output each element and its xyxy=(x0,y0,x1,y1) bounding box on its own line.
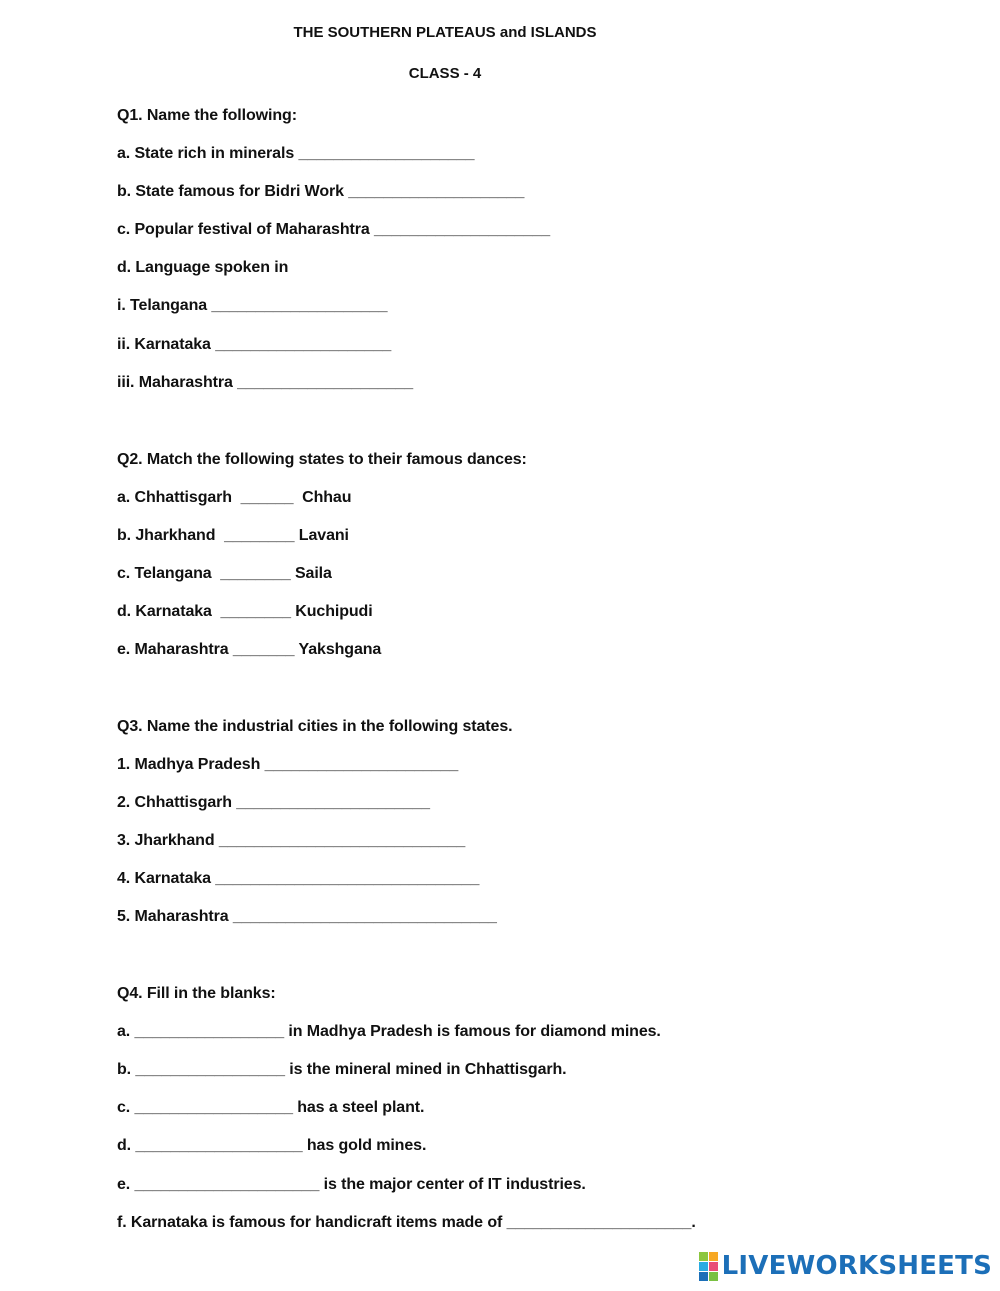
q3-item-4: 4. Karnataka ______________________________ xyxy=(117,870,480,887)
q4-heading: Q4. Fill in the blanks: xyxy=(117,985,276,1002)
worksheet-title: THE SOUTHERN PLATEAUS and ISLANDS xyxy=(293,24,597,41)
q1-item-b: b. State famous for Bidri Work ____________________ xyxy=(117,183,525,200)
q1-item-d: d. Language spoken in xyxy=(117,259,289,276)
q1-item-d-iii: iii. Maharashtra ____________________ xyxy=(117,374,414,391)
q1-item-d-ii: ii. Karnataka ____________________ xyxy=(117,336,392,353)
q4-item-a: a. _________________ in Madhya Pradesh is famous for diamond mines. xyxy=(117,1023,661,1040)
liveworksheets-brand-text: LIVEWORKSHEETS xyxy=(721,1251,992,1281)
liveworksheets-logo xyxy=(699,1251,992,1281)
q4-item-d: d. ___________________ has gold mines. xyxy=(117,1137,427,1154)
q2-item-a: a. Chhattisgarh ______ Chhau xyxy=(117,489,352,506)
q3-item-2: 2. Chhattisgarh ______________________ xyxy=(117,794,430,811)
q2-item-e: e. Maharashtra _______ Yakshgana xyxy=(117,641,382,658)
q1-item-d-i: i. Telangana ____________________ xyxy=(117,297,388,314)
q2-heading: Q2. Match the following states to their famous dances: xyxy=(117,451,527,468)
q3-item-3: 3. Jharkhand ____________________________ xyxy=(117,832,466,849)
q3-heading: Q3. Name the industrial cities in the following states. xyxy=(117,718,513,735)
q2-item-c: c. Telangana ________ Saila xyxy=(117,565,332,582)
q2-item-b: b. Jharkhand ________ Lavani xyxy=(117,527,349,544)
q3-item-5: 5. Maharashtra ______________________________ xyxy=(117,908,497,925)
q4-item-b: b. _________________ is the mineral mined in Chhattisgarh. xyxy=(117,1061,567,1078)
q4-item-c: c. __________________ has a steel plant. xyxy=(117,1099,425,1116)
q1-item-a: a. State rich in minerals ____________________ xyxy=(117,145,475,162)
q1-heading: Q1. Name the following: xyxy=(117,107,297,124)
class-label: CLASS - 4 xyxy=(408,65,482,82)
q2-item-d: d. Karnataka ________ Kuchipudi xyxy=(117,603,373,620)
q1-item-c: c. Popular festival of Maharashtra ____________________ xyxy=(117,221,550,238)
q4-item-e: e. _____________________ is the major center of IT industries. xyxy=(117,1176,586,1193)
liveworksheets-logo-icon xyxy=(699,1252,718,1281)
q4-item-f: f. Karnataka is famous for handicraft items made of _____________________. xyxy=(117,1214,696,1231)
q3-item-1: 1. Madhya Pradesh ______________________ xyxy=(117,756,459,773)
